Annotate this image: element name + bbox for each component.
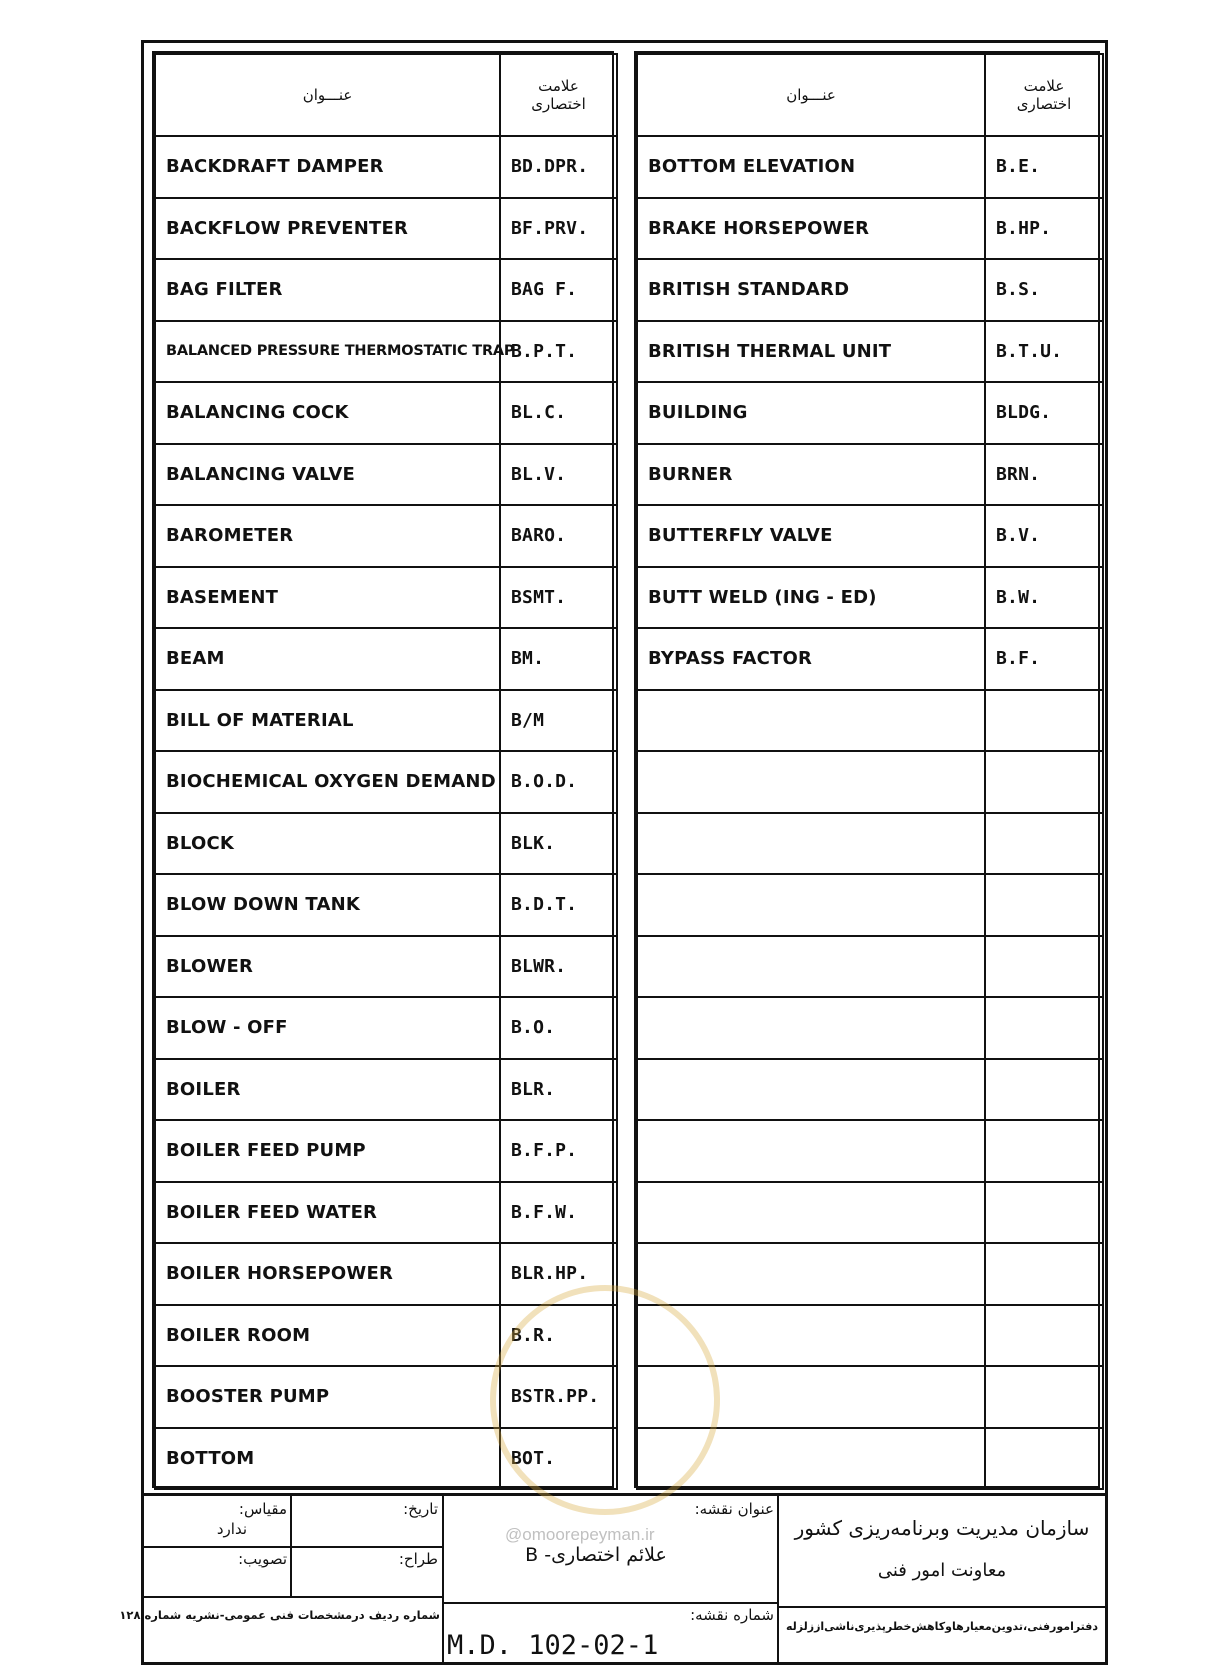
- left-table-row: [155, 136, 617, 198]
- term-title: BLOCK: [155, 813, 500, 875]
- term-abbreviation: B.D.T.: [500, 874, 617, 936]
- term-title: BUTT WELD (ING - ED): [637, 567, 985, 629]
- left-table-row: [155, 1305, 617, 1367]
- term-title: BIOCHEMICAL OXYGEN DEMAND: [155, 751, 500, 813]
- term-abbreviation: [985, 1182, 1103, 1244]
- left-table-row: [155, 505, 617, 567]
- right-table-row: [637, 874, 1103, 936]
- term-title: BRAKE HORSEPOWER: [637, 198, 985, 260]
- date-label: تاریخ:: [403, 1500, 438, 1518]
- term-title: BOTTOM ELEVATION: [637, 136, 985, 198]
- left-table-row: [155, 321, 617, 383]
- term-title: BOILER FEED PUMP: [155, 1120, 500, 1182]
- term-title: [637, 1305, 985, 1367]
- left-table-row: [155, 567, 617, 629]
- right-abbreviation-table: [636, 53, 1104, 1490]
- right-table-row: [637, 1305, 1103, 1367]
- drawing-number-value: M.D. 102-02-1: [447, 1630, 659, 1661]
- right-table-row: [637, 321, 1103, 383]
- term-abbreviation: BM.: [500, 628, 617, 690]
- term-title: [637, 1366, 985, 1428]
- term-abbreviation: [985, 936, 1103, 998]
- right-table-row: [637, 628, 1103, 690]
- term-abbreviation: BOT.: [500, 1428, 617, 1490]
- left-table-row: [155, 1120, 617, 1182]
- term-title: BOOSTER PUMP: [155, 1366, 500, 1428]
- term-abbreviation: B.V.: [985, 505, 1103, 567]
- title-block: [119, 1493, 1105, 1665]
- term-abbreviation: BRN.: [985, 444, 1103, 506]
- term-abbreviation: BL.V.: [500, 444, 617, 506]
- title-column-header: عنـــوان: [637, 54, 985, 136]
- term-abbreviation: [985, 1366, 1103, 1428]
- abbreviation-column-header: علامت اختصاری: [500, 54, 617, 136]
- right-table-row: [637, 259, 1103, 321]
- left-table-row: [155, 690, 617, 752]
- left-table-row: [155, 997, 617, 1059]
- drawing-title-value: علائم اختصاری- B: [525, 1544, 667, 1566]
- right-table-row: [637, 136, 1103, 198]
- term-title: BEAM: [155, 628, 500, 690]
- term-abbreviation: [985, 751, 1103, 813]
- right-table-row: [637, 567, 1103, 629]
- left-table-row: [155, 1059, 617, 1121]
- term-abbreviation: B.S.: [985, 259, 1103, 321]
- term-title: BUTTERFLY VALVE: [637, 505, 985, 567]
- term-title: BRITISH STANDARD: [637, 259, 985, 321]
- left-table-row: [155, 1366, 617, 1428]
- term-title: BOTTOM: [155, 1428, 500, 1490]
- term-title: BLOW DOWN TANK: [155, 874, 500, 936]
- term-abbreviation: B.HP.: [985, 198, 1103, 260]
- scale-cell: [149, 1500, 287, 1544]
- approval-label: تصویب:: [238, 1550, 287, 1568]
- left-table-row: [155, 1243, 617, 1305]
- term-abbreviation: BLR.: [500, 1059, 617, 1121]
- right-table-row: [637, 382, 1103, 444]
- term-title: [637, 751, 985, 813]
- term-abbreviation: [985, 690, 1103, 752]
- term-title: [637, 1243, 985, 1305]
- right-table-row: [637, 444, 1103, 506]
- watermark-text: @omoorepeyman.ir: [505, 1525, 655, 1544]
- term-title: BALANCING COCK: [155, 382, 500, 444]
- term-title: BURNER: [637, 444, 985, 506]
- left-table-row: [155, 444, 617, 506]
- term-abbreviation: B.F.W.: [500, 1182, 617, 1244]
- term-abbreviation: BSTR.PP.: [500, 1366, 617, 1428]
- right-table-row: [637, 936, 1103, 998]
- left-table-row: [155, 198, 617, 260]
- term-title: BACKFLOW PREVENTER: [155, 198, 500, 260]
- designer-label: طراح:: [398, 1550, 438, 1568]
- term-title: BOILER HORSEPOWER: [155, 1243, 500, 1305]
- title-column-header: عنـــوان: [155, 54, 500, 136]
- term-abbreviation: B.T.U.: [985, 321, 1103, 383]
- term-abbreviation: B.F.: [985, 628, 1103, 690]
- right-abbreviation-table-panel: [634, 51, 1100, 1488]
- drawing-sheet: [119, 40, 1108, 1665]
- left-table-row: [155, 1182, 617, 1244]
- left-table-row: [155, 628, 617, 690]
- term-title: BAG FILTER: [155, 259, 500, 321]
- right-table-row: [637, 813, 1103, 875]
- term-title: BOILER ROOM: [155, 1305, 500, 1367]
- deputy-name: معاونت امور فنی: [877, 1560, 1007, 1581]
- term-abbreviation: [985, 1243, 1103, 1305]
- term-title: [637, 1182, 985, 1244]
- term-title: [637, 874, 985, 936]
- term-abbreviation: BF.PRV.: [500, 198, 617, 260]
- term-title: BACKDRAFT DAMPER: [155, 136, 500, 198]
- term-abbreviation: [985, 1120, 1103, 1182]
- term-abbreviation: B/M: [500, 690, 617, 752]
- right-table-row: [637, 1243, 1103, 1305]
- reference-note: شماره ردیف درمشخصات فنی عمومی-نشریه شماره ۱۲۸: [119, 1608, 440, 1622]
- term-title: BASEMENT: [155, 567, 500, 629]
- term-abbreviation: [985, 1428, 1103, 1490]
- term-abbreviation: [985, 997, 1103, 1059]
- term-abbreviation: BAG F.: [500, 259, 617, 321]
- term-title: BUILDING: [637, 382, 985, 444]
- term-abbreviation: BSMT.: [500, 567, 617, 629]
- term-abbreviation: [985, 813, 1103, 875]
- right-table-row: [637, 198, 1103, 260]
- abbreviation-column-header: علامت اختصاری: [985, 54, 1103, 136]
- term-abbreviation: B.O.D.: [500, 751, 617, 813]
- term-abbreviation: BL.C.: [500, 382, 617, 444]
- term-title: BALANCING VALVE: [155, 444, 500, 506]
- left-table-row: [155, 936, 617, 998]
- term-title: BYPASS FACTOR: [637, 628, 985, 690]
- term-title: BAROMETER: [155, 505, 500, 567]
- left-table-row: [155, 813, 617, 875]
- scale-value: ندارد: [216, 1520, 247, 1538]
- right-table-row: [637, 1059, 1103, 1121]
- term-abbreviation: BLDG.: [985, 382, 1103, 444]
- right-table-row: [637, 751, 1103, 813]
- term-abbreviation: B.E.: [985, 136, 1103, 198]
- left-abbreviation-table: [154, 53, 618, 1490]
- right-table-row: [637, 1182, 1103, 1244]
- left-table-row: [155, 874, 617, 936]
- right-table-row: [637, 1120, 1103, 1182]
- term-abbreviation: BLK.: [500, 813, 617, 875]
- term-abbreviation: [985, 1059, 1103, 1121]
- term-abbreviation: B.W.: [985, 567, 1103, 629]
- term-abbreviation: BLR.HP.: [500, 1243, 617, 1305]
- left-table-row: [155, 382, 617, 444]
- term-title: BRITISH THERMAL UNIT: [637, 321, 985, 383]
- term-abbreviation: B.F.P.: [500, 1120, 617, 1182]
- term-title: [637, 813, 985, 875]
- organization-name: سازمان مدیریت وبرنامه‌ریزی کشور: [794, 1516, 1090, 1540]
- right-table-row: [637, 997, 1103, 1059]
- right-table-row: [637, 1366, 1103, 1428]
- right-table-row: [637, 1428, 1103, 1490]
- left-table-row: [155, 259, 617, 321]
- term-abbreviation: B.O.: [500, 997, 617, 1059]
- term-title: BALANCED PRESSURE THERMOSTATIC TRAP: [155, 321, 500, 383]
- right-table-row: [637, 505, 1103, 567]
- term-abbreviation: BLWR.: [500, 936, 617, 998]
- term-abbreviation: B.P.T.: [500, 321, 617, 383]
- term-title: BILL OF MATERIAL: [155, 690, 500, 752]
- term-abbreviation: [985, 1305, 1103, 1367]
- scale-label: مقیاس:: [238, 1500, 287, 1518]
- term-abbreviation: BD.DPR.: [500, 136, 617, 198]
- office-name: دفترامورفنی،تدوین‌معیارهاوکاهش‌خطرپذیری‌ناشی‌اززلزله: [785, 1620, 1099, 1633]
- term-title: BLOWER: [155, 936, 500, 998]
- term-title: [637, 1120, 985, 1182]
- term-title: BOILER FEED WATER: [155, 1182, 500, 1244]
- drawing-title-label: عنوان نقشه:: [694, 1500, 774, 1518]
- term-title: BLOW - OFF: [155, 997, 500, 1059]
- left-table-row: [155, 751, 617, 813]
- term-abbreviation: [985, 874, 1103, 936]
- term-title: [637, 936, 985, 998]
- term-title: [637, 690, 985, 752]
- left-table-row: [155, 1428, 617, 1490]
- right-table-row: [637, 690, 1103, 752]
- term-title: BOILER: [155, 1059, 500, 1121]
- drawing-number-label: شماره نقشه:: [690, 1606, 774, 1624]
- term-title: [637, 997, 985, 1059]
- term-title: [637, 1059, 985, 1121]
- term-abbreviation: BARO.: [500, 505, 617, 567]
- left-abbreviation-table-panel: [152, 51, 614, 1488]
- term-title: [637, 1428, 985, 1490]
- term-abbreviation: B.R.: [500, 1305, 617, 1367]
